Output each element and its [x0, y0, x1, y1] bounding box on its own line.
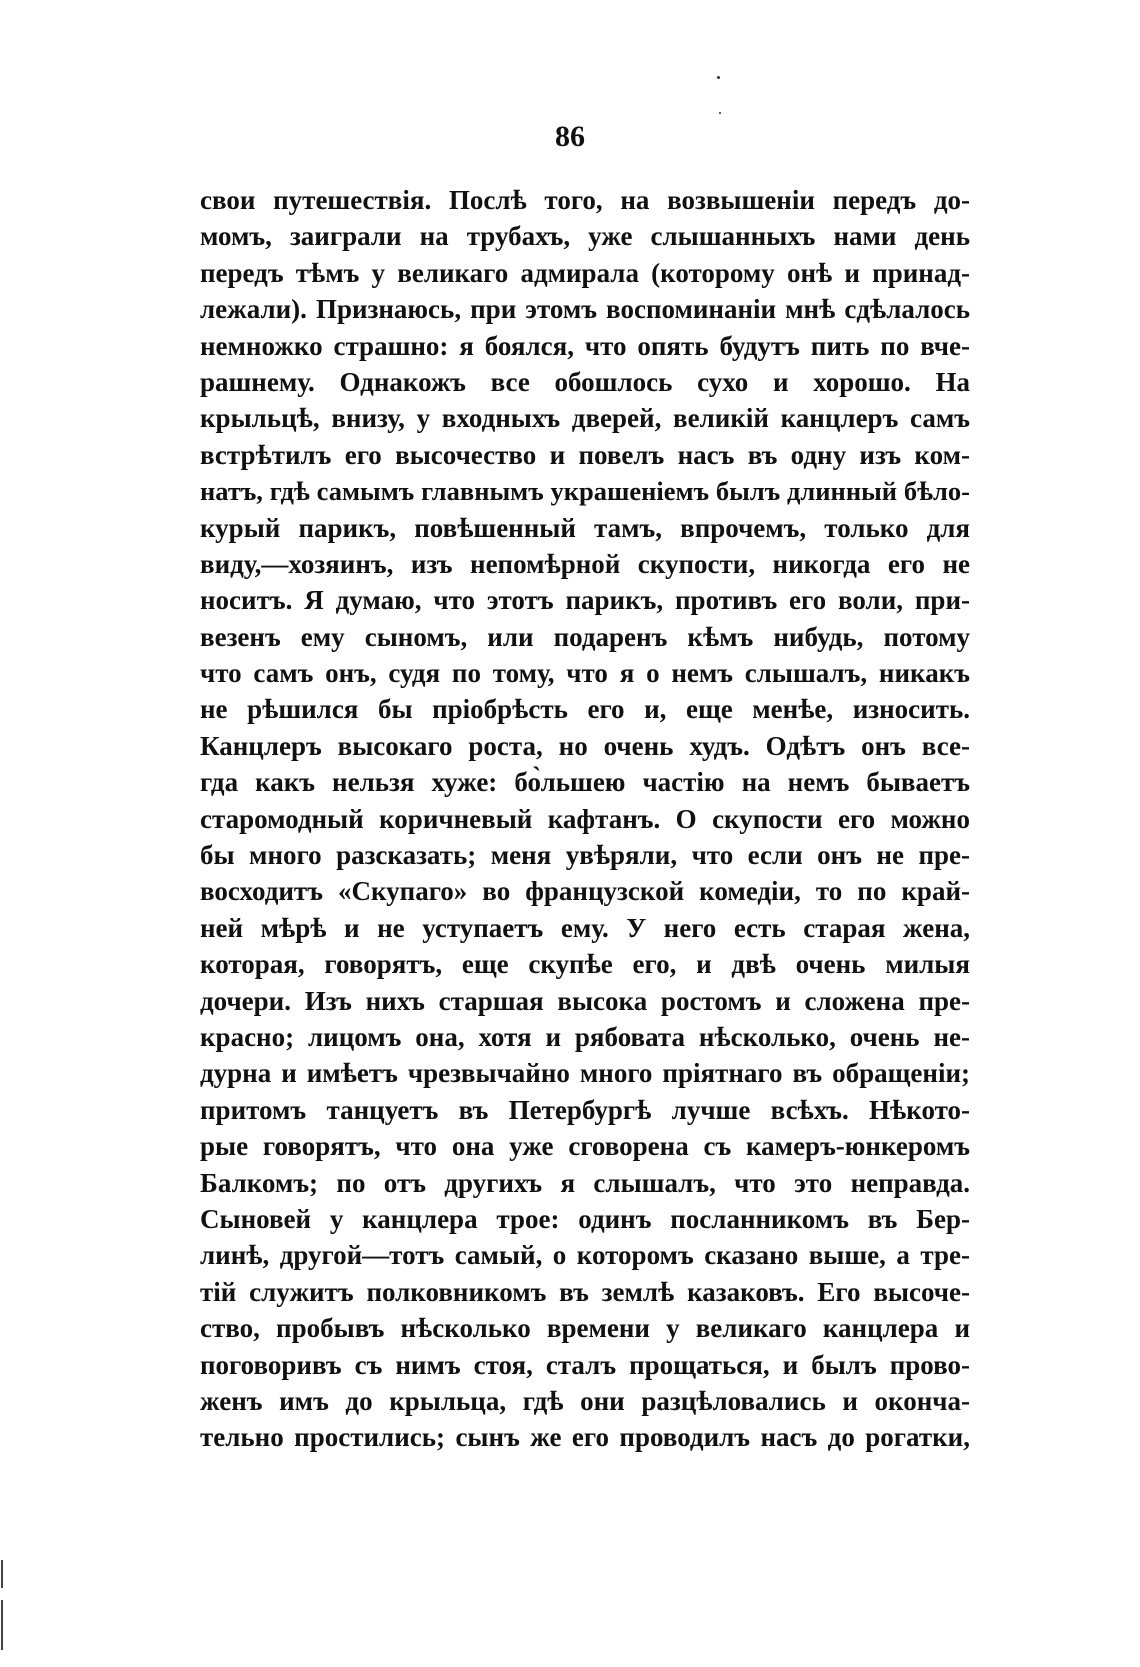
- text-line: виду,—хозяинъ, изъ непомѣрной скупости, никогда его не: [200, 548, 970, 579]
- text-line: красно; лицомъ она, хотя и рябовата нѣсколько, очень не-: [200, 1021, 970, 1052]
- text-line: которая, говорятъ, еще скупѣе его, и двѣ очень милыя: [200, 949, 970, 980]
- text-line: носитъ. Я думаю, что этотъ парикъ, противъ его воли, при-: [200, 585, 970, 616]
- text-line: старомодный коричневый кафтанъ. О скупости его можно: [200, 803, 970, 834]
- scan-edge-mark: [1, 1560, 3, 1588]
- text-line: бы много разсказать; меня увѣряли, что если онъ не пре-: [200, 840, 970, 871]
- text-line: Сыновей у канцлера трое: одинъ посланникомъ въ Бер-: [200, 1203, 970, 1234]
- text-line: свои путешествія. Послѣ того, на возвышеніи передъ до-: [200, 185, 970, 215]
- text-line: крыльцѣ, внизу, у входныхъ дверей, великій канцлеръ самъ: [200, 403, 970, 434]
- scan-speck: [717, 76, 720, 79]
- text-line: женъ имъ до крыльца, гдѣ они разцѣловались и оконча-: [200, 1385, 970, 1416]
- text-line: не рѣшился бы пріобрѣсть его и, еще менѣе, износить.: [200, 694, 970, 725]
- text-line: курый парикъ, повѣшенный тамъ, впрочемъ, только для: [200, 512, 970, 543]
- text-line: ней мѣрѣ и не уступаетъ ему. У него есть старая жена,: [200, 912, 970, 943]
- text-line: восходитъ «Скупаго» во французской комедіи, то по край-: [200, 876, 970, 907]
- text-line: передъ тѣмъ у великаго адмирала (которому онѣ и принад-: [200, 257, 970, 288]
- text-line: притомъ танцуетъ въ Петербургѣ лучше всѣхъ. Нѣкото-: [200, 1094, 970, 1125]
- text-line: дурна и имѣетъ чрезвычайно много пріятнаго въ обращеніи;: [200, 1058, 970, 1089]
- text-line: ство, пробывъ нѣсколько времени у великаго канцлера и: [200, 1313, 970, 1344]
- page-number: 86: [555, 120, 585, 153]
- body-text: [200, 182, 970, 1456]
- text-line: Канцлеръ высокаго роста, но очень худъ. Одѣтъ онъ все-: [200, 730, 970, 761]
- text-line: рые говорятъ, что она уже сговорена съ камеръ-юнкеромъ: [200, 1131, 970, 1162]
- text-line: момъ, заиграли на трубахъ, уже слышанныхъ нами день: [200, 221, 970, 252]
- text-line: натъ, гдѣ самымъ главнымъ украшеніемъ былъ длинный бѣло-: [200, 476, 970, 507]
- text-line: тельно простились; сынъ же его проводилъ насъ до рогатки,: [200, 1422, 970, 1453]
- text-line: дочери. Изъ нихъ старшая высока ростомъ и сложена пре-: [200, 985, 970, 1016]
- text-line: рашнему. Однакожъ все обошлось сухо и хорошо. На: [200, 366, 970, 397]
- scan-edge-mark: [1, 1600, 3, 1650]
- text-line: поговоривъ съ нимъ стоя, сталъ прощаться, и былъ прово-: [200, 1349, 970, 1380]
- text-line: немножко страшно: я боялся, что опять будутъ пить по вче-: [200, 330, 970, 361]
- text-line: тій служитъ полковникомъ въ землѣ казаковъ. Его высоче-: [200, 1276, 970, 1307]
- text-line: что самъ онъ, судя по тому, что я о немъ слышалъ, никакъ: [200, 658, 970, 689]
- text-line: Балкомъ; по отъ другихъ я слышалъ, что это неправда.: [200, 1167, 970, 1198]
- text-line: линѣ, другой—тотъ самый, о которомъ сказано выше, а тре-: [200, 1240, 970, 1271]
- text-line: гда какъ нельзя хуже: бо̀льшею частію на немъ бываетъ: [200, 767, 970, 798]
- text-line: встрѣтилъ его высочество и повелъ насъ въ одну изъ ком-: [200, 439, 970, 470]
- scan-speck: [719, 112, 721, 114]
- text-line: везенъ ему сыномъ, или подаренъ кѣмъ нибудь, потому: [200, 621, 970, 652]
- text-line: лежали). Признаюсь, при этомъ воспоминаніи мнѣ сдѣлалось: [200, 294, 970, 325]
